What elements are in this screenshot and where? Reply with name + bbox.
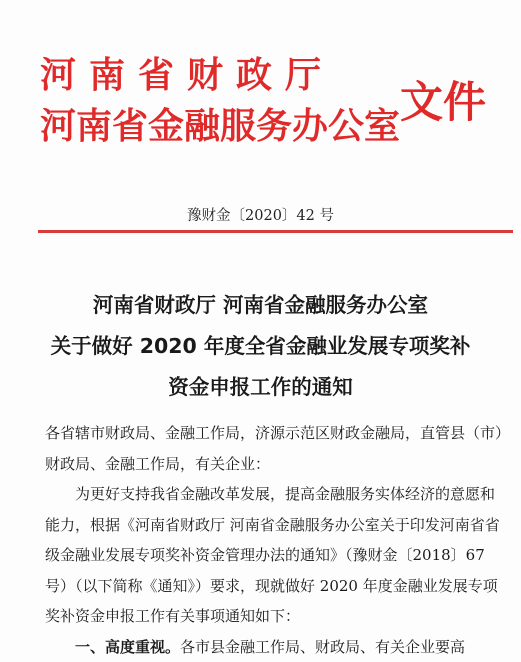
section-1-paragraph [45,632,507,662]
document-type-label: 文件 [400,78,486,128]
document-title-line-3: 资金申报工作的通知 [168,375,353,399]
section-text: 各市县金融工作局、财政局、有关企业要高 [180,637,466,656]
document-number: 豫财金〔2020〕42 号 [187,208,334,224]
document-title-line-2: 关于做好 2020 年度全省金融业发展专项奖补 [50,334,471,358]
document-title-line-1: 河南省财政厅 河南省金融服务办公室 [92,293,429,317]
body-paragraph: 为更好支持我省金融改革发展，提高金融服务实体经济的意愿和能力，根据《河南省财政厅 河南省金融服务办公室关于印发河南省省级金融业发展专项奖补资金管理办法的通知》（豫财金〔2018〕67 号）（以下简称《通知》）要求，现就做好 2020 年度金融业发展专项奖补资金申报工作有关事项通知如下： [45,485,500,625]
section-heading: 一、高度重视。 [75,637,181,656]
red-divider-rule [38,230,513,233]
salutation: 各省辖市财政局、金融工作局，济源示范区财政金融局，直管县（市）财政局、金融工作局，有关企业： [45,424,503,473]
issuer-name-finance-office: 河南省金融服务办公室 [40,106,401,147]
document-body [45,418,507,662]
issuer-name-finance-dept: 河南省财政厅 [40,55,335,96]
